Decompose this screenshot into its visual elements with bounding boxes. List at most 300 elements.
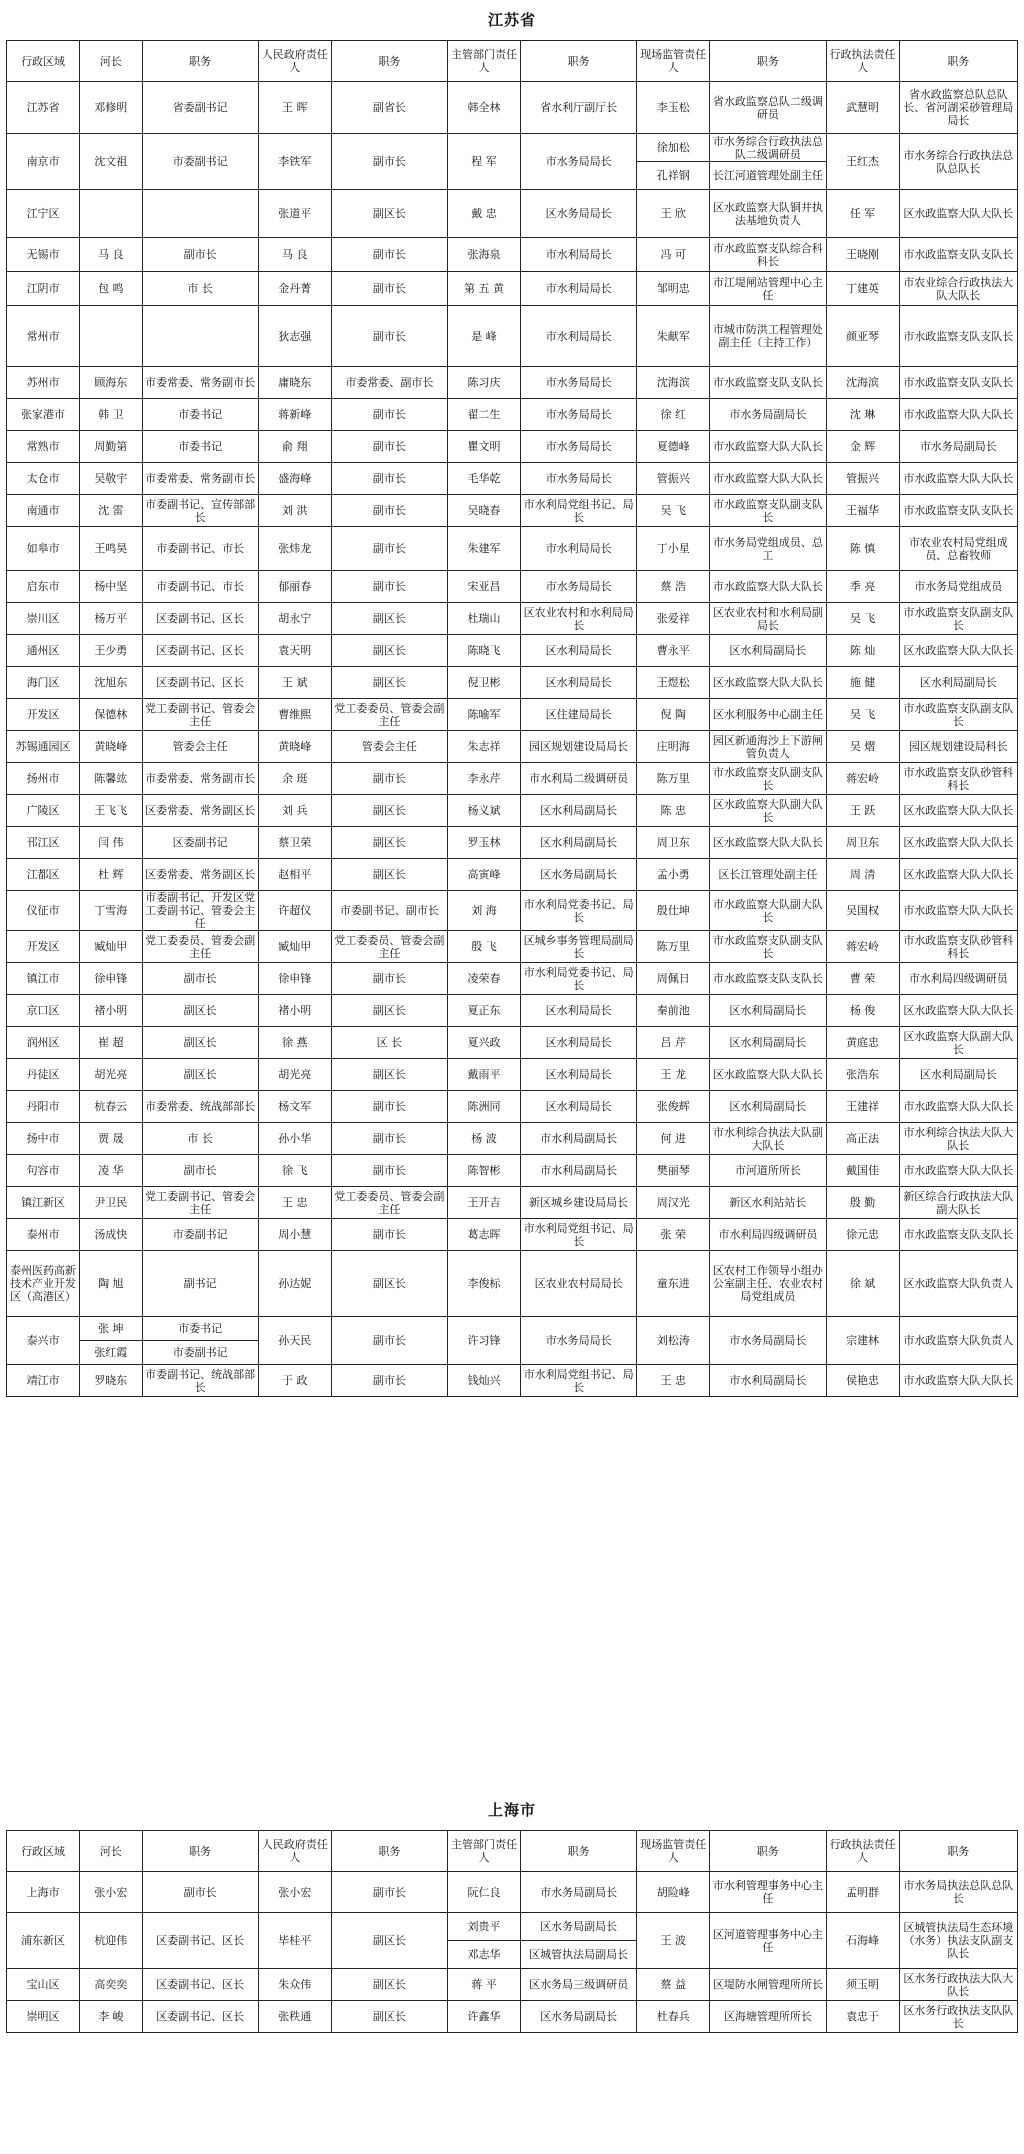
table-cell: 区河道管理事务中心主任 [710, 1913, 826, 1969]
table-cell: 副市长 [331, 527, 447, 571]
table-cell: 市水利局四级调研员 [710, 1219, 826, 1251]
table-cell: 黄晓峰 [80, 731, 142, 763]
table-cell: 区水利局副局长 [899, 1059, 1017, 1091]
table-cell: 市水利局党组书记、局长 [521, 1219, 637, 1251]
table-cell: 区水政监察大队大队长 [899, 635, 1017, 667]
table-cell: 王福华 [826, 495, 899, 527]
table-cell: 胡险峰 [637, 1872, 710, 1913]
table-cell: 孙达妮 [258, 1251, 331, 1317]
table-cell: 崔 超 [80, 1027, 142, 1059]
table-cell: 常熟市 [7, 431, 80, 463]
table-cell: 宋亚昌 [447, 571, 520, 603]
table-cell: 张秩通 [258, 2001, 331, 2033]
table-cell: 副区长 [331, 795, 447, 827]
header-cell: 职务 [710, 41, 826, 82]
table-cell: 陈万里 [637, 931, 710, 963]
table-row [7, 603, 1018, 635]
table-cell: 句容市 [7, 1155, 80, 1187]
table-cell: 市水务局副局长 [710, 1317, 826, 1365]
table-cell: 市委副书记、统战部部长 [142, 1365, 258, 1397]
table-row [7, 1059, 1018, 1091]
table-cell: 孟明群 [826, 1872, 899, 1913]
table-cell: 区水务局三级调研员 [521, 1969, 637, 2001]
table-row [7, 1091, 1018, 1123]
table-cell: 副市长 [331, 431, 447, 463]
table-cell: 张爱祥 [637, 603, 710, 635]
table-cell: 市水利局局长 [521, 238, 637, 272]
responsibility-table-shanghai [6, 1830, 1018, 2033]
table-cell: 毕桂平 [258, 1913, 331, 1969]
table-cell: 南京市 [7, 134, 80, 190]
table-cell: 市委副书记 [142, 1219, 258, 1251]
table-cell: 副区长 [331, 859, 447, 891]
header-cell: 职务 [331, 1831, 447, 1872]
table-cell [80, 306, 142, 367]
table-cell: 崇川区 [7, 603, 80, 635]
table-cell: 泰州医药高新技术产业开发区（高港区） [7, 1251, 80, 1317]
table-cell: 上海市 [7, 1872, 80, 1913]
table-cell: 新区综合行政执法大队副大队长 [899, 1187, 1017, 1219]
table-cell: 区水利局副局长 [521, 827, 637, 859]
table-cell: 市水利局二级调研员 [521, 763, 637, 795]
table-cell: 市水政监察支队副支队长 [899, 699, 1017, 731]
table-cell: 党工委委员、管委会副主任 [331, 1187, 447, 1219]
table-cell: 副区长 [142, 1059, 258, 1091]
table-cell: 凌荣春 [447, 963, 520, 995]
table-row [7, 995, 1018, 1027]
table-cell: 丹徒区 [7, 1059, 80, 1091]
table-cell: 副区长 [331, 190, 447, 238]
table-cell: 区海塘管理所所长 [710, 2001, 826, 2033]
table-cell: 市水利局四级调研员 [899, 963, 1017, 995]
table-cell: 副区长 [331, 2001, 447, 2033]
table-cell: 管委会主任 [142, 731, 258, 763]
table-cell: 武慧明 [826, 82, 899, 134]
table-cell: 副市长 [331, 1091, 447, 1123]
table-cell: 程 军 [447, 134, 520, 190]
table-cell: 区 长 [331, 1027, 447, 1059]
table-cell: 周汉光 [637, 1187, 710, 1219]
header-cell: 职务 [899, 1831, 1017, 1872]
table-cell: 市水政监察支队支队长 [899, 495, 1017, 527]
table-cell: 王 忠 [637, 1365, 710, 1397]
table-cell: 副市长 [142, 238, 258, 272]
table-cell: 袁忠于 [826, 2001, 899, 2033]
table-cell: 殷仕坤 [637, 891, 710, 931]
table-cell: 区堤防水闸管理所所长 [710, 1969, 826, 2001]
table-cell: 副区长 [142, 995, 258, 1027]
table-cell: 区委常委、常务副区长 [142, 859, 258, 891]
table-cell: 副区长 [331, 603, 447, 635]
table-cell: 张 坤 [80, 1317, 142, 1341]
table-cell: 张海泉 [447, 238, 520, 272]
table-cell: 润州区 [7, 1027, 80, 1059]
table-cell: 镇江市 [7, 963, 80, 995]
table-cell: 市水务局局长 [521, 134, 637, 190]
table-cell: 丹阳市 [7, 1091, 80, 1123]
table-cell: 区水利局局长 [521, 1027, 637, 1059]
table-cell: 徐 燕 [258, 1027, 331, 1059]
table-cell: 市水政监察支队副支队长 [710, 763, 826, 795]
table-cell: 区长江管理处副主任 [710, 859, 826, 891]
table-cell: 园区规划建设局科长 [899, 731, 1017, 763]
table-cell: 李玉松 [637, 82, 710, 134]
table-cell: 省水政监察总队二级调研员 [710, 82, 826, 134]
table-cell: 市水务局局长 [521, 367, 637, 399]
table-cell: 仪征市 [7, 891, 80, 931]
table-row [7, 827, 1018, 859]
table-cell: 周 清 [826, 859, 899, 891]
table-cell: 海门区 [7, 667, 80, 699]
table-cell: 区水政监察大队负责人 [899, 1251, 1017, 1317]
table-cell: 王晓刚 [826, 238, 899, 272]
table-cell: 市水政监察大队大队长 [899, 1155, 1017, 1187]
table-cell: 朱志祥 [447, 731, 520, 763]
table-cell: 何 进 [637, 1123, 710, 1155]
table-cell: 市水利综合执法大队副大队长 [710, 1123, 826, 1155]
table-cell: 孙小华 [258, 1123, 331, 1155]
table-cell: 区水利局局长 [521, 635, 637, 667]
header-cell: 河长 [80, 41, 142, 82]
table-cell: 副市长 [331, 238, 447, 272]
table-row [7, 571, 1018, 603]
table-cell: 区水务局副局长 [521, 2001, 637, 2033]
table-cell: 区农业农村和水利局副局长 [710, 603, 826, 635]
table-cell: 副市长 [142, 1872, 258, 1913]
table-cell: 副市长 [331, 963, 447, 995]
table-cell: 颜亚琴 [826, 306, 899, 367]
table-cell: 市水利综合执法大队大队长 [899, 1123, 1017, 1155]
table-cell: 张小宏 [258, 1872, 331, 1913]
table-cell: 江阴市 [7, 272, 80, 306]
table-cell: 朱建军 [447, 527, 520, 571]
table-cell: 区水务局局长 [521, 190, 637, 238]
table-cell: 市水务局副局长 [899, 431, 1017, 463]
table-cell: 市委常委、常务副市长 [142, 367, 258, 399]
table-cell: 区水政监察大队大队长 [899, 190, 1017, 238]
table-cell: 市水利局副局长 [521, 1123, 637, 1155]
table-row [7, 699, 1018, 731]
table-cell: 张道平 [258, 190, 331, 238]
table-cell: 管振兴 [826, 463, 899, 495]
table-cell: 胡永宁 [258, 603, 331, 635]
table-row [7, 931, 1018, 963]
table-cell: 陈馨竑 [80, 763, 142, 795]
table-cell: 扬州市 [7, 763, 80, 795]
table-cell: 须玉明 [826, 1969, 899, 2001]
header-cell: 主管部门责任人 [447, 41, 520, 82]
table-cell: 常州市 [7, 306, 80, 367]
table-cell: 区委副书记 [142, 827, 258, 859]
table-cell: 张浩东 [826, 1059, 899, 1091]
table-cell: 刘 洪 [258, 495, 331, 527]
table-cell: 市委常委、统战部部长 [142, 1091, 258, 1123]
table-cell: 副市长 [331, 1317, 447, 1365]
table-cell: 区水利局副局长 [710, 1027, 826, 1059]
table-cell: 副市长 [331, 763, 447, 795]
table-cell: 曹永平 [637, 635, 710, 667]
table-cell: 徐 飞 [258, 1155, 331, 1187]
table-cell: 区委副书记、区长 [142, 2001, 258, 2033]
table-cell: 吴 飞 [826, 603, 899, 635]
table-cell: 韩 卫 [80, 399, 142, 431]
table-row [7, 306, 1018, 367]
table-row [7, 859, 1018, 891]
table-row [7, 1187, 1018, 1219]
table-cell: 张家港市 [7, 399, 80, 431]
table-row [7, 795, 1018, 827]
table-row [7, 527, 1018, 571]
table-cell: 李 峻 [80, 2001, 142, 2033]
table-cell: 南通市 [7, 495, 80, 527]
table-cell: 启东市 [7, 571, 80, 603]
table-row [7, 272, 1018, 306]
table-cell: 杜瑞山 [447, 603, 520, 635]
table-cell: 市水务局副局长 [710, 399, 826, 431]
table-cell: 区水利局局长 [521, 667, 637, 699]
header-cell: 现场监管责任人 [637, 41, 710, 82]
header-cell: 职务 [899, 41, 1017, 82]
table-cell: 石海峰 [826, 1913, 899, 1969]
header-cell: 行政区域 [7, 1831, 80, 1872]
table-cell: 陈 灿 [826, 635, 899, 667]
table-cell: 市水利局副局长 [710, 1365, 826, 1397]
table-cell: 市水利局党组书记、局长 [521, 495, 637, 527]
table-cell: 市水政监察支队支队长 [710, 963, 826, 995]
table-cell: 区住建局局长 [521, 699, 637, 731]
table-row [7, 1913, 1018, 1941]
table-cell: 沈旭东 [80, 667, 142, 699]
table-cell: 沈海滨 [637, 367, 710, 399]
table-cell: 孟小勇 [637, 859, 710, 891]
table-cell: 市水政监察支队砂管科科长 [899, 763, 1017, 795]
table-cell: 殷 勤 [826, 1187, 899, 1219]
table-cell: 市水政监察大队大队长 [710, 431, 826, 463]
table-body-shanghai [7, 1872, 1018, 2033]
table-cell: 刘 兵 [258, 795, 331, 827]
table-cell: 曹 荣 [826, 963, 899, 995]
table-cell: 杜春兵 [637, 2001, 710, 2033]
header-cell: 人民政府责任人 [258, 41, 331, 82]
table-cell: 吴国权 [826, 891, 899, 931]
table-cell: 广陵区 [7, 795, 80, 827]
table-cell: 余 珽 [258, 763, 331, 795]
table-cell: 王煜松 [637, 667, 710, 699]
table-cell: 市委副书记 [142, 134, 258, 190]
table-cell: 市水务局党组成员 [899, 571, 1017, 603]
table-row [7, 635, 1018, 667]
table-cell: 副区长 [331, 1913, 447, 1969]
table-cell: 邗江区 [7, 827, 80, 859]
table-cell: 钱灿兴 [447, 1365, 520, 1397]
table-cell: 王 晖 [258, 82, 331, 134]
table-row [7, 431, 1018, 463]
table-cell: 区委副书记、区长 [142, 603, 258, 635]
table-cell: 王少勇 [80, 635, 142, 667]
table-cell: 孔祥钢 [637, 162, 710, 190]
table-cell: 张俊辉 [637, 1091, 710, 1123]
table-cell [142, 306, 258, 367]
header-cell: 主管部门责任人 [447, 1831, 520, 1872]
table-cell: 如皋市 [7, 527, 80, 571]
table-cell: 杨义斌 [447, 795, 520, 827]
table-cell: 区委副书记、区长 [142, 1913, 258, 1969]
table-cell: 庄明海 [637, 731, 710, 763]
table-row [7, 1365, 1018, 1397]
table-cell: 褚小明 [258, 995, 331, 1027]
table-cell: 戴国佳 [826, 1155, 899, 1187]
table-cell: 徐元忠 [826, 1219, 899, 1251]
table-cell: 陈习庆 [447, 367, 520, 399]
table-cell: 蔡 益 [637, 1969, 710, 2001]
table-cell: 区水利服务中心副主任 [710, 699, 826, 731]
table-cell: 张红霞 [80, 1341, 142, 1365]
table-cell: 戴雨平 [447, 1059, 520, 1091]
table-cell: 杨中坚 [80, 571, 142, 603]
table-cell: 沈 琳 [826, 399, 899, 431]
table-cell: 沈海滨 [826, 367, 899, 399]
table-cell: 王鸣昊 [80, 527, 142, 571]
table-cell: 开发区 [7, 931, 80, 963]
table-cell: 江苏省 [7, 82, 80, 134]
table-cell: 省水利厅副厅长 [521, 82, 637, 134]
table-cell: 市农业综合行政执法大队大队长 [899, 272, 1017, 306]
table-cell: 沈文祖 [80, 134, 142, 190]
table-cell: 王 龙 [637, 1059, 710, 1091]
table-cell: 吴 熠 [826, 731, 899, 763]
table-cell: 杜 辉 [80, 859, 142, 891]
table-cell: 市 长 [142, 272, 258, 306]
table-cell: 李铁军 [258, 134, 331, 190]
table-cell: 蒋宏岭 [826, 931, 899, 963]
table-cell: 副书记 [142, 1251, 258, 1317]
header-cell: 行政执法责任人 [826, 41, 899, 82]
table-cell: 蒋 平 [447, 1969, 520, 2001]
table-cell: 凌 华 [80, 1155, 142, 1187]
table-cell: 李俊标 [447, 1251, 520, 1317]
table-cell: 王建祥 [826, 1091, 899, 1123]
table-cell: 庸晓东 [258, 367, 331, 399]
table-cell: 丁建英 [826, 272, 899, 306]
table-cell: 童东进 [637, 1251, 710, 1317]
table-cell: 金丹菁 [258, 272, 331, 306]
table-cell: 区水政监察大队铜井执法基地负责人 [710, 190, 826, 238]
table-cell: 张炜龙 [258, 527, 331, 571]
table-row [7, 2001, 1018, 2033]
table-cell: 副区长 [331, 635, 447, 667]
table-cell: 市水利局副局长 [521, 1155, 637, 1187]
table-cell: 区农业农村局局长 [521, 1251, 637, 1317]
table-cell: 副市长 [331, 1219, 447, 1251]
table-cell: 王 欣 [637, 190, 710, 238]
table-cell: 副区长 [331, 1969, 447, 2001]
table-cell: 陈洲同 [447, 1091, 520, 1123]
table-cell: 新区水利站站长 [710, 1187, 826, 1219]
table-cell: 区水政监察大队大队长 [899, 795, 1017, 827]
table-cell: 吴晓春 [447, 495, 520, 527]
table-cell: 省水政监察总队总队长、省河湖采砂管理局局长 [899, 82, 1017, 134]
table-cell: 副市长 [331, 1155, 447, 1187]
table-cell: 臧灿甲 [80, 931, 142, 963]
table-cell: 黄晓峰 [258, 731, 331, 763]
table-cell: 市委副书记、副市长 [331, 891, 447, 931]
table-cell: 王开吉 [447, 1187, 520, 1219]
table-cell: 周佩日 [637, 963, 710, 995]
table-cell: 高正法 [826, 1123, 899, 1155]
table-cell: 副市长 [142, 1155, 258, 1187]
table-cell: 市 长 [142, 1123, 258, 1155]
table-cell: 韩全林 [447, 82, 520, 134]
table-cell: 陈 慎 [826, 527, 899, 571]
table-cell: 包 鸣 [80, 272, 142, 306]
table-cell: 区水利局局长 [521, 1091, 637, 1123]
table-cell: 朱众伟 [258, 1969, 331, 2001]
table-cell: 京口区 [7, 995, 80, 1027]
table-cell: 市委副书记、市长 [142, 571, 258, 603]
table-cell: 区城管执法局生态环境（水务）执法支队副支队长 [899, 1913, 1017, 1969]
table-cell: 贾 晟 [80, 1123, 142, 1155]
table-row [7, 963, 1018, 995]
table-cell: 刘松涛 [637, 1317, 710, 1365]
table-cell: 陈 忠 [637, 795, 710, 827]
table-row [7, 463, 1018, 495]
table-row [7, 763, 1018, 795]
table-cell: 周卫东 [826, 827, 899, 859]
table-cell: 闫 伟 [80, 827, 142, 859]
table-cell: 市水政监察大队负责人 [899, 1317, 1017, 1365]
table-cell: 区委副书记、区长 [142, 667, 258, 699]
table-cell: 刘贵平 [447, 1913, 520, 1941]
table-row [7, 367, 1018, 399]
table-cell: 江宁区 [7, 190, 80, 238]
table-cell: 市河道所所长 [710, 1155, 826, 1187]
table-cell: 市江堤闸站管理中心主任 [710, 272, 826, 306]
table-cell: 毛华乾 [447, 463, 520, 495]
table-cell: 任 军 [826, 190, 899, 238]
table-cell: 冯 可 [637, 238, 710, 272]
table-cell: 苏州市 [7, 367, 80, 399]
table-cell: 周小慧 [258, 1219, 331, 1251]
table-cell: 市水利局局长 [521, 527, 637, 571]
header-cell: 职务 [710, 1831, 826, 1872]
table-cell: 赵相平 [258, 859, 331, 891]
table-row [7, 399, 1018, 431]
table-cell: 杭春云 [80, 1091, 142, 1123]
table-cell: 区农村工作领导小组办公室副主任、农业农村局党组成员 [710, 1251, 826, 1317]
table-cell: 市水政监察支队支队长 [899, 367, 1017, 399]
table-cell: 王飞飞 [80, 795, 142, 827]
table-cell: 市水务局局长 [521, 431, 637, 463]
table-cell: 市水务综合行政执法总队总队长 [899, 134, 1017, 190]
table-cell: 第 五 黄 [447, 272, 520, 306]
table-cell: 倪 陶 [637, 699, 710, 731]
table-cell [142, 190, 258, 238]
table-cell: 区水利局副局长 [899, 667, 1017, 699]
table-cell: 区水利局副局长 [710, 995, 826, 1027]
table-cell: 市委副书记、市长 [142, 527, 258, 571]
table-row [7, 891, 1018, 931]
table-cell: 吴 飞 [826, 699, 899, 731]
table-cell: 许习锋 [447, 1317, 520, 1365]
table-cell: 王红杰 [826, 134, 899, 190]
table-cell: 市水政监察大队大队长 [899, 463, 1017, 495]
table-row [7, 1219, 1018, 1251]
table-cell: 浦东新区 [7, 1913, 80, 1969]
table-cell: 党工委委员、管委会副主任 [331, 699, 447, 731]
table-cell: 邓志华 [447, 1941, 520, 1969]
table-cell: 刘 海 [447, 891, 520, 931]
table-cell: 副区长 [331, 667, 447, 699]
